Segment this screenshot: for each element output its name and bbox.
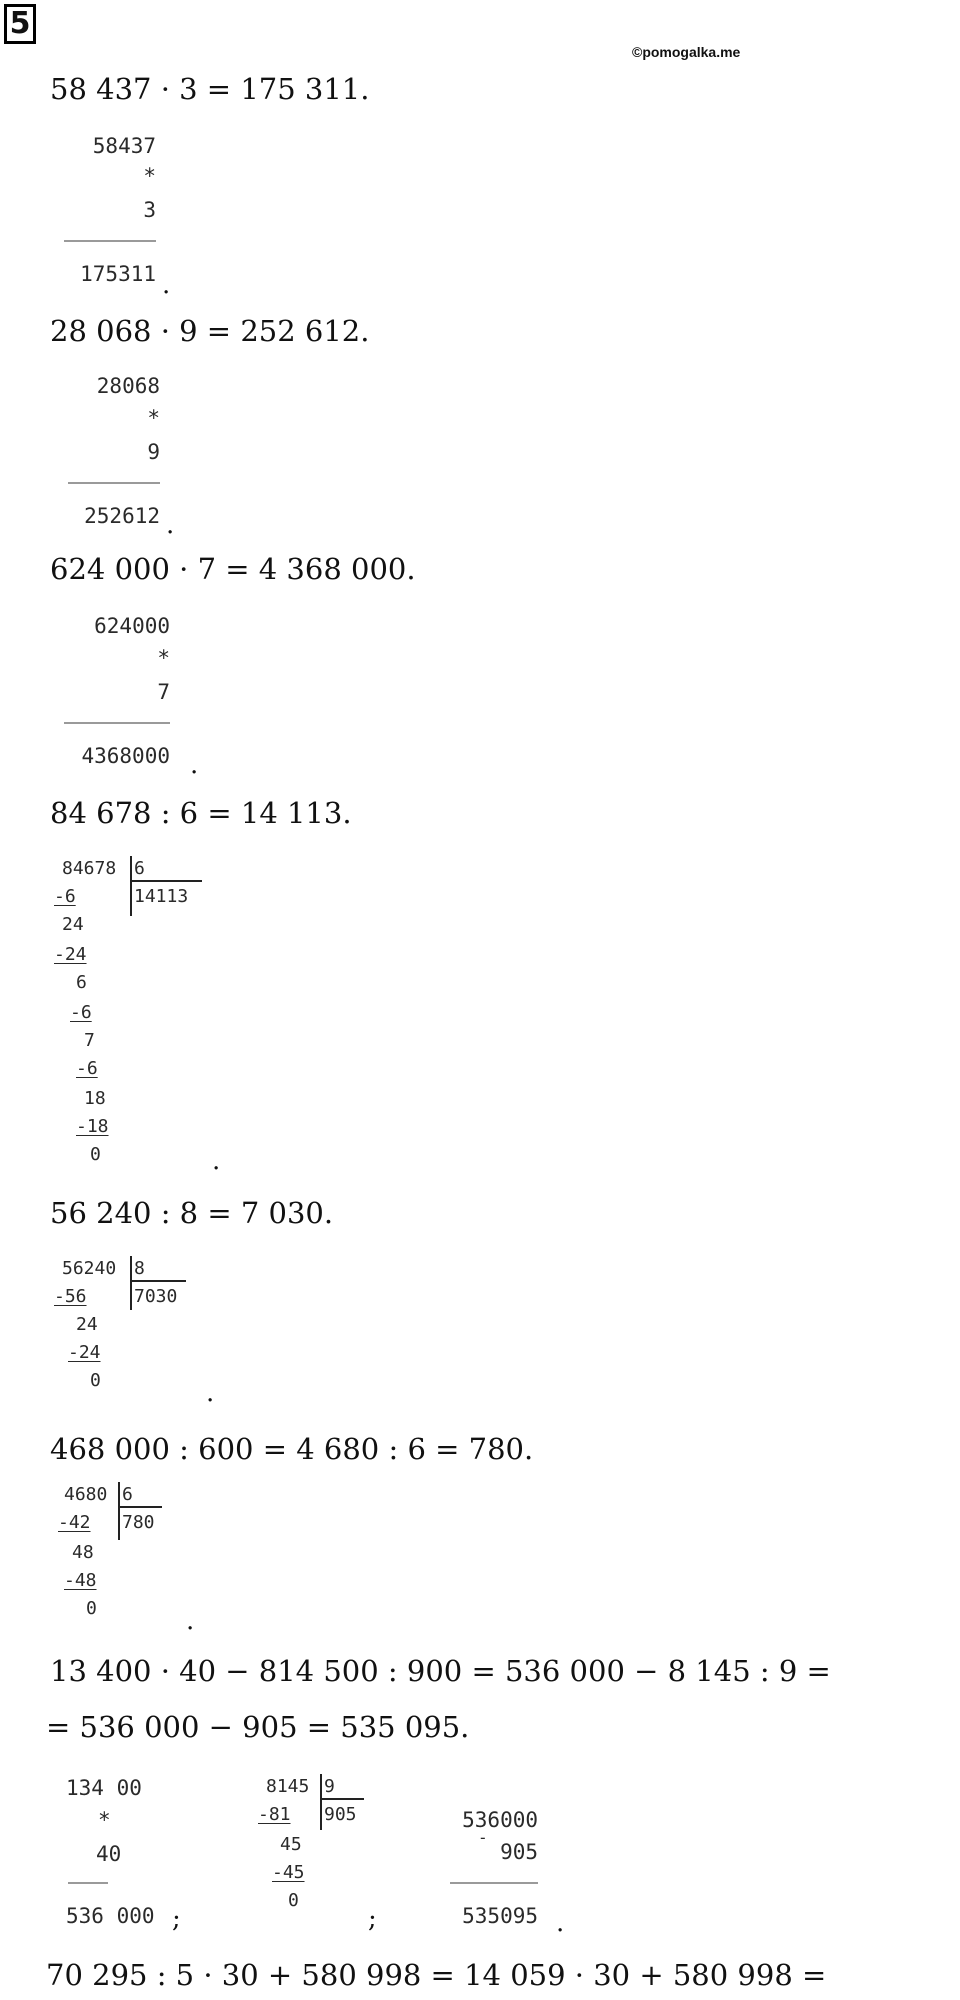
quotient: 905 bbox=[324, 1804, 357, 1825]
quotient: 780 bbox=[122, 1512, 155, 1533]
end-mark: . bbox=[162, 270, 171, 300]
equation-8: = 536 000 − 905 = 535 095. bbox=[46, 1710, 470, 1744]
multiplier: 40 bbox=[96, 1842, 122, 1866]
divisor: 6 bbox=[134, 858, 145, 879]
multiplier: 7 bbox=[157, 680, 170, 704]
multiplier: 3 bbox=[143, 198, 156, 222]
step-subtrahend: -6 bbox=[76, 1058, 98, 1079]
result-line bbox=[450, 1882, 538, 1884]
step-remainder: 7 bbox=[84, 1030, 95, 1051]
watermark: ©pomogalka.me bbox=[632, 44, 741, 60]
subtrahend: 905 bbox=[500, 1840, 538, 1864]
division-bar-horizontal bbox=[320, 1798, 364, 1800]
equation-1: 58 437 · 3 = 175 311. bbox=[50, 72, 370, 106]
step-subtrahend: -81 bbox=[258, 1804, 291, 1825]
product: 536 000 bbox=[66, 1904, 155, 1928]
equation-3: 624 000 · 7 = 4 368 000. bbox=[50, 552, 416, 586]
end-mark: . bbox=[190, 750, 199, 780]
step-subtrahend: -18 bbox=[76, 1116, 109, 1137]
divisor: 8 bbox=[134, 1258, 145, 1279]
quotient: 7030 bbox=[134, 1286, 178, 1307]
equation-4: 84 678 : 6 = 14 113. bbox=[50, 796, 352, 830]
quotient: 14113 bbox=[134, 886, 189, 907]
operator: * bbox=[98, 1808, 111, 1832]
operator: * bbox=[143, 164, 156, 188]
end-mark: . bbox=[206, 1378, 215, 1408]
step-subtrahend: -56 bbox=[54, 1286, 87, 1307]
step-subtrahend: -6 bbox=[70, 1002, 92, 1023]
step-subtrahend: -42 bbox=[58, 1512, 91, 1533]
multiplicand: 134 00 bbox=[66, 1776, 142, 1800]
dividend: 8145 bbox=[266, 1776, 310, 1797]
multiplicand: 28068 bbox=[96, 374, 160, 398]
dividend: 4680 bbox=[64, 1484, 108, 1505]
equation-5: 56 240 : 8 = 7 030. bbox=[50, 1196, 334, 1230]
step-subtrahend: -6 bbox=[54, 886, 76, 907]
step-remainder: 18 bbox=[84, 1088, 106, 1109]
product: 175311 bbox=[80, 262, 156, 286]
division-bar-horizontal bbox=[130, 1280, 186, 1282]
result-line bbox=[68, 482, 160, 484]
divisor: 6 bbox=[122, 1484, 133, 1505]
multiplier: 9 bbox=[147, 440, 160, 464]
exercise-number-badge: 5 bbox=[4, 4, 36, 44]
end-mark: . bbox=[166, 510, 175, 540]
multiplicand: 624000 bbox=[94, 614, 170, 638]
equation-2: 28 068 · 9 = 252 612. bbox=[50, 314, 370, 348]
product: 252612 bbox=[84, 504, 160, 528]
multiplicand: 58437 bbox=[92, 134, 156, 158]
division-bar-vertical bbox=[320, 1774, 322, 1830]
division-bar-vertical bbox=[130, 1256, 132, 1310]
operator: * bbox=[147, 406, 160, 430]
operator: * bbox=[157, 646, 170, 670]
divisor: 9 bbox=[324, 1776, 335, 1797]
operator: - bbox=[478, 1828, 488, 1847]
result-line bbox=[68, 1882, 108, 1884]
result-line bbox=[64, 722, 170, 724]
dividend: 56240 bbox=[62, 1258, 117, 1279]
result-line bbox=[64, 240, 156, 242]
division-bar-horizontal bbox=[130, 880, 202, 882]
end-mark: . bbox=[212, 1146, 221, 1176]
step-remainder: 0 bbox=[86, 1598, 97, 1619]
step-remainder: 0 bbox=[90, 1144, 101, 1165]
step-remainder: 48 bbox=[72, 1542, 94, 1563]
step-remainder: 45 bbox=[280, 1834, 302, 1855]
division-bar-vertical bbox=[130, 856, 132, 916]
difference: 535095 bbox=[462, 1904, 538, 1928]
division-bar-horizontal bbox=[118, 1506, 162, 1508]
product: 4368000 bbox=[81, 744, 170, 768]
end-mark: ; bbox=[368, 1904, 377, 1934]
step-remainder: 6 bbox=[76, 972, 87, 993]
step-subtrahend: -24 bbox=[68, 1342, 101, 1363]
minuend: 536000 bbox=[462, 1808, 538, 1832]
step-subtrahend: -24 bbox=[54, 944, 87, 965]
end-mark: . bbox=[186, 1606, 195, 1636]
equation-9: 70 295 : 5 · 30 + 580 998 = 14 059 · 30 + 580 998 = bbox=[46, 1958, 827, 1992]
step-remainder: 24 bbox=[62, 914, 84, 935]
step-subtrahend: -45 bbox=[272, 1862, 305, 1883]
division-bar-vertical bbox=[118, 1482, 120, 1540]
step-remainder: 0 bbox=[90, 1370, 101, 1391]
equation-6: 468 000 : 600 = 4 680 : 6 = 780. bbox=[50, 1432, 534, 1466]
end-mark: . bbox=[556, 1908, 565, 1938]
step-remainder: 0 bbox=[288, 1890, 299, 1911]
dividend: 84678 bbox=[62, 858, 117, 879]
end-mark: ; bbox=[172, 1904, 181, 1934]
step-subtrahend: -48 bbox=[64, 1570, 97, 1591]
equation-7: 13 400 · 40 − 814 500 : 900 = 536 000 − 8 145 : 9 = bbox=[50, 1654, 831, 1688]
step-remainder: 24 bbox=[76, 1314, 98, 1335]
